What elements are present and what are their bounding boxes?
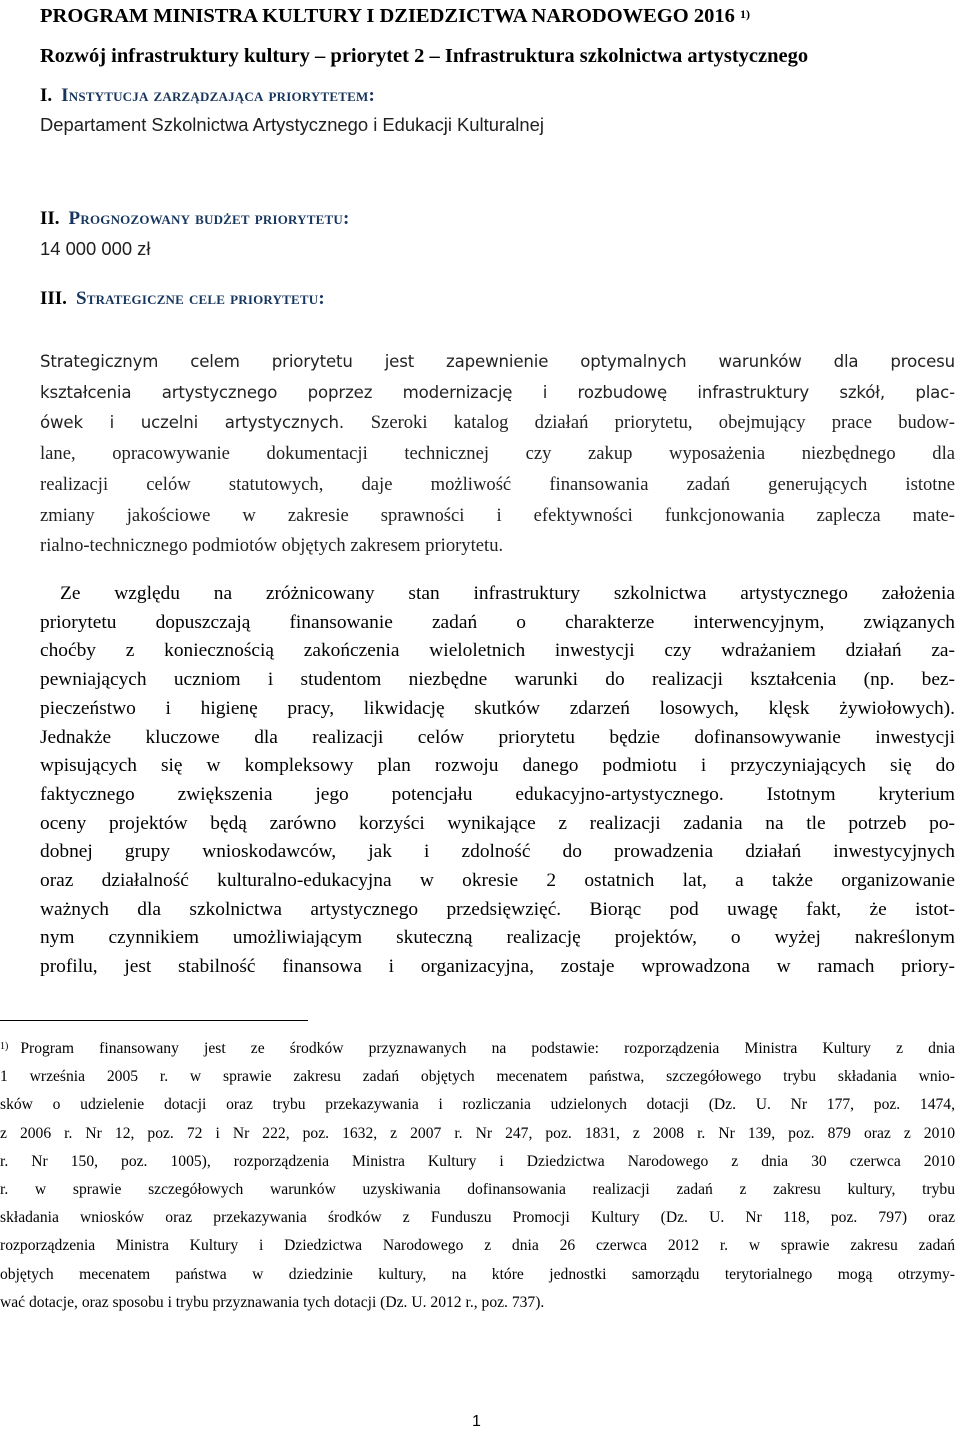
paragraph-line: ówek i uczelni artystycznych. Szeroki katalog działań priorytetu, obejmujący prace budow- [40, 412, 955, 434]
footnote-line: z 2006 r. Nr 12, poz. 72 i Nr 222, poz. 1632, z 2007 r. Nr 247, poz. 1831, z 2008 r. Nr 139, poz. 879 oraz z 2010 [0, 1124, 955, 1142]
paragraph-line: Strategicznym celem priorytetu jest zapewnienie optymalnych warunków dla procesu [40, 352, 955, 371]
paragraph-infrastructure [40, 580, 955, 982]
paragraph-line: ważnych dla szkolnictwa artystycznego przedsięwzięć. Biorąc pod uwagę fakt, że istot- [40, 898, 955, 920]
paragraph-line: profilu, jest stabilność finansowa i organizacyjna, zostaje wprowadzona w ramach priory- [40, 956, 955, 978]
document-subtitle: Rozwój infrastruktury kultury – priorytet 2 – Infrastruktura szkolnictwa artystycznego [40, 45, 809, 67]
paragraph-line: pewniających uczniom i studentom niezbędne warunki do realizacji kształcenia (np. bez- [40, 669, 955, 691]
paragraph-line: dobnej grupy wnioskodawców, jak i zdolność do prowadzenia działań inwestycyjnych [40, 841, 955, 863]
paragraph-line: oraz działalność kulturalno-edukacyjna w okresie 2 ostatnich lat, a także organizowanie [40, 870, 955, 892]
section-title: Prognozowany budżet priorytetu: [68, 208, 350, 229]
paragraph-line: priorytetu dopuszczają finansowanie zadań o charakterze interwencyjnym, związanych [40, 611, 955, 633]
paragraph-line: oceny projektów będą zarówno korzyści wynikające z realizacji zadania na tle potrzeb po- [40, 812, 955, 834]
paragraph-line: nym czynnikiem umożliwiającym skuteczną realizację projektów, o wyżej nakreślonym [40, 927, 955, 949]
paragraph-line: pieczeństwo i higienę pracy, likwidację skutków zdarzeń losowych, klęsk żywiołowych). [40, 697, 955, 719]
paragraph-line: choćby z koniecznością zakończenia wieloletnich inwestycji czy wdrażaniem działań za- [40, 640, 955, 662]
footnote-line: wać dotacje, oraz sposobu i trybu przyznawania tych dotacji (Dz. U. 2012 r., poz. 737). [0, 1293, 545, 1311]
title-footnote-mark: 1) [739, 7, 750, 21]
paragraph-line: kształcenia artystycznego poprzez modernizację i rozbudowę infrastruktury szkół, plac- [40, 382, 955, 402]
footnote-line: objętych mecenatem państwa w dziedzinie kultury, na które jednostki samorządu terytorialnego mogą otrzymy- [0, 1265, 955, 1283]
section-strategic-goals [40, 286, 325, 312]
footnote [0, 1035, 955, 1317]
section-number: II. [40, 208, 60, 229]
paragraph-strategic-goal [40, 347, 955, 562]
paragraph-line: rialno-technicznego podmiotów objętych zakresem priorytetu. [40, 535, 504, 557]
footnote-line: $^{1)}$ Program finansowany jest ze środków przyznawanych na podstawie: rozporządzenia Ministra Kultury z dnia [0, 1040, 955, 1057]
section-number: I. [40, 85, 53, 106]
section-title: Instytucja zarządzająca priorytetem: [61, 85, 375, 106]
paragraph-line: faktycznego zwiększenia jego potencjału edukacyjno-artystycznego. Istotnym kryterium [40, 783, 955, 805]
paragraph-line: wpisujących się w kompleksowy plan rozwoju danego podmiotu i przyczyniających się do [40, 755, 955, 777]
section-heading [40, 83, 544, 109]
section-number: III. [40, 288, 67, 309]
section-value: 14 000 000 zł [40, 238, 151, 259]
footnote-line: 1 września 2005 r. w sprawie zakresu zadań objętych mecenatem państwa, szczegółowego trybu składania wnio- [0, 1068, 955, 1086]
footnote-line: rozporządzenia Ministra Kultury i Dziedzictwa Narodowego z dnia 26 czerwca 2012 r. w sprawie zakresu zadań [0, 1237, 955, 1255]
footnote-line: r. Nr 150, poz. 1005), rozporządzenia Ministra Kultury i Dziedzictwa Narodowego z dnia 30 czerwca 2010 [0, 1152, 955, 1170]
paragraph-line: Jednakże kluczowe dla realizacji celów priorytetu będzie dofinansowywanie inwestycji [40, 726, 955, 748]
paragraph-line: zmiany jakościowe w zakresie sprawności i efektywności funkcjonowania zaplecza mate- [40, 504, 955, 526]
page-number: 1 [472, 1413, 481, 1430]
footnote-line: składania wniosków oraz przekazywania środków z Funduszu Promocji Kultury (Dz. U. Nr 118, poz. 797) oraz [0, 1209, 955, 1227]
footnote-line: sków o udzielenie dotacji oraz trybu przekazywania i rozliczania udzielonych dotacji (Dz. U. Nr 177, poz. 1474, [0, 1096, 955, 1114]
section-managing-institution [40, 83, 544, 138]
section-heading [40, 286, 325, 312]
footnote-line: r. w sprawie szczegółowych warunków uzyskiwania dofinansowania realizacji zadań z zakresu kultury, trybu [0, 1181, 955, 1199]
paragraph-line: Ze względu na zróżnicowany stan infrastruktury szkolnictwa artystycznego założenia [60, 583, 955, 604]
paragraph-line: realizacji celów statutowych, daje możliwość finansowania zadań generujących istotne [40, 473, 955, 495]
footnote-separator [0, 1020, 308, 1021]
footnote-mark: 1) [0, 1041, 9, 1052]
section-heading [40, 206, 349, 232]
document-title: PROGRAM MINISTRA KULTURY I DZIEDZICTWA NARODOWEGO 2016 $^{1)}$ [40, 5, 750, 27]
section-value: Departament Szkolnictwa Artystycznego i Edukacji Kulturalnej [40, 114, 544, 135]
paragraph-line: lane, opracowywanie dokumentacji technicznej czy zakup wyposażenia niezbędnego dla [40, 443, 955, 465]
section-title: Strategiczne cele priorytetu: [75, 288, 325, 309]
section-budget [40, 206, 349, 262]
